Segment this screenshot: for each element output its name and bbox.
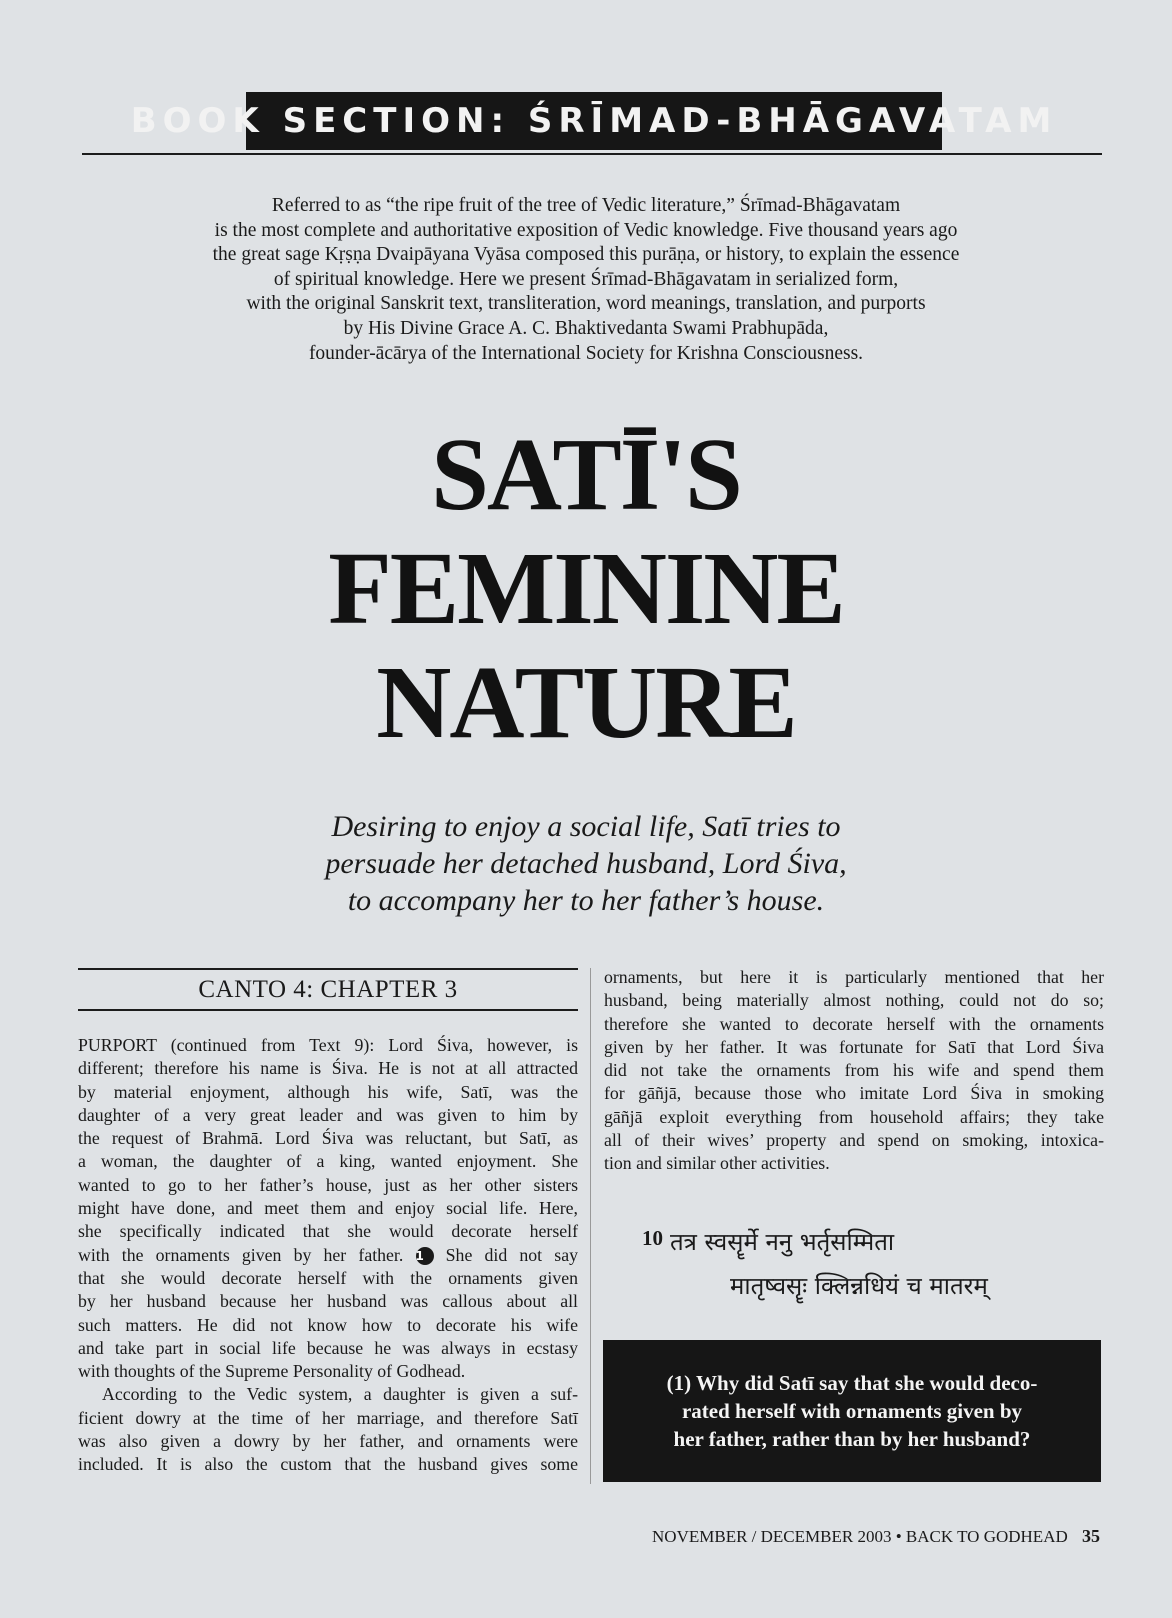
title-line: SATĪ'S [431,417,741,532]
question-box [603,1340,1101,1482]
body-line: did not take the ornaments from his wife and spend them [604,1060,1104,1081]
question-line: (1) Why did Satī say that she would deco- [666,1371,1038,1395]
body-line: ficient dowry at the time of her marriage, and therefore Satī [78,1407,578,1428]
intro-paragraph [150,194,1022,366]
intro-line: by His Divine Grace A. C. Bhaktivedanta Swami Prabhupāda, [343,317,829,339]
body-text: She did not say [445,1244,578,1265]
banner-rule [82,153,1102,155]
question-line: rated herself with ornaments given by [681,1399,1023,1423]
body-line: wanted to go to her father’s house, just as her other sisters [78,1174,578,1195]
body-line: with thoughts of the Supreme Personality of Godhead. [78,1361,466,1382]
article-title [200,418,972,760]
body-line: gāñjā exploit everything from household affairs; they take [604,1106,1104,1127]
body-line: by material enjoyment, although his wife, Satī, was the [78,1081,578,1102]
question-line: her father, rather than by her husband? [673,1427,1031,1451]
body-line: husband, being materially almost nothing, could not do so; [604,990,1104,1011]
article-subtitle [200,808,972,919]
body-line: for gāñjā, because those who imitate Lord Śiva in smoking [604,1083,1104,1104]
footer-separator: • [895,1527,902,1546]
issue-date: NOVEMBER / DECEMBER 2003 [652,1527,892,1546]
body-line: was also given a dowry by her father, and ornaments were [78,1431,578,1452]
canto-heading: CANTO 4: CHAPTER 3 [198,976,458,1003]
body-line: might have done, and meet them and enjoy social life. Here, [78,1198,578,1219]
intro-line: Referred to as “the ripe fruit of the tree of Vedic literature,” Śrīmad-Bhāgavatam [271,195,901,216]
column-divider [590,968,591,1484]
body-line: by her husband because her husband was callous about all [78,1291,578,1312]
body-line: and take part in social life because he was always in ecstasy [78,1337,578,1358]
body-line: PURPORT (continued from Text 9): Lord Śiva, however, is [78,1035,578,1055]
right-column [604,966,1104,1176]
section-banner: BOOK SECTION: ŚRĪMAD-BHĀGAVATAM [246,92,942,150]
page-footer [560,1526,1100,1547]
body-line: such matters. He did not know how to decorate his wife [78,1314,578,1335]
subtitle-line: persuade her detached husband, Lord Śiva, [325,847,847,880]
title-line: NATURE [376,645,796,760]
verse-line: तत्र स्वसॄर्मे ननु भर्तृसम्मिता [670,1228,895,1256]
sanskrit-verse [670,1220,1070,1308]
subtitle-line: to accompany her to her father’s house. [347,884,825,917]
magazine-name: BACK TO GODHEAD [905,1527,1068,1546]
intro-line: the great sage Kṛṣṇa Dvaipāyana Vyāsa composed this purāṇa, or history, to explain the essence [212,244,960,266]
body-line: all of their wives’ property and spend on smoking, intoxica- [604,1130,1104,1151]
body-line: the request of Brahmā. Lord Śiva was reluctant, but Satī, as [78,1128,578,1149]
intro-line: with the original Sanskrit text, transliteration, word meanings, translation, and purports [246,293,926,315]
canto-rule-bottom [78,1009,578,1011]
body-line: ornaments, but here it is particularly mentioned that her [604,967,1104,987]
body-line: tion and similar other activities. [604,1153,830,1174]
body-line: that she would decorate herself with the ornaments given [78,1267,578,1288]
body-line-with-marker [78,1244,578,1267]
intro-line: of spiritual knowledge. Here we present Śrīmad-Bhāgavatam in serialized form, [273,268,899,290]
body-line: therefore she wanted to decorate herself with the ornaments [604,1013,1104,1034]
page-number: 35 [1082,1526,1100,1546]
question-text [667,1369,1038,1453]
body-line: she specifically indicated that she would decorate herself [78,1221,578,1242]
body-line: different; therefore his name is Śiva. He is not at all attracted [78,1058,578,1079]
canto-rule-top [78,968,578,970]
body-line: According to the Vedic system, a daughter is given a suf- [102,1384,578,1405]
body-line: included. It is also the custom that the husband gives some [78,1454,578,1475]
verse-line: मातृष्वसॄः क्लिन्नधियं च मातरम् [730,1272,988,1300]
body-line: daughter of a very great leader and was given to him by [78,1104,578,1125]
question-marker-icon: 1 [416,1247,434,1265]
left-column [78,1034,578,1477]
title-line: FEMININE [328,531,844,646]
verse-number: 10 [642,1226,663,1250]
intro-line: founder-ācārya of the International Society for Krishna Consciousness. [308,342,864,364]
body-line: given by her father. It was fortunate for Satī that Lord Śiva [604,1036,1104,1057]
body-line: a woman, the daughter of a king, wanted enjoyment. She [78,1151,578,1172]
body-text: with the ornaments given by her father. [78,1244,404,1265]
intro-line: is the most complete and authoritative exposition of Vedic knowledge. Five thousand years ago [214,219,958,241]
subtitle-line: Desiring to enjoy a social life, Satī tries to [331,810,841,843]
